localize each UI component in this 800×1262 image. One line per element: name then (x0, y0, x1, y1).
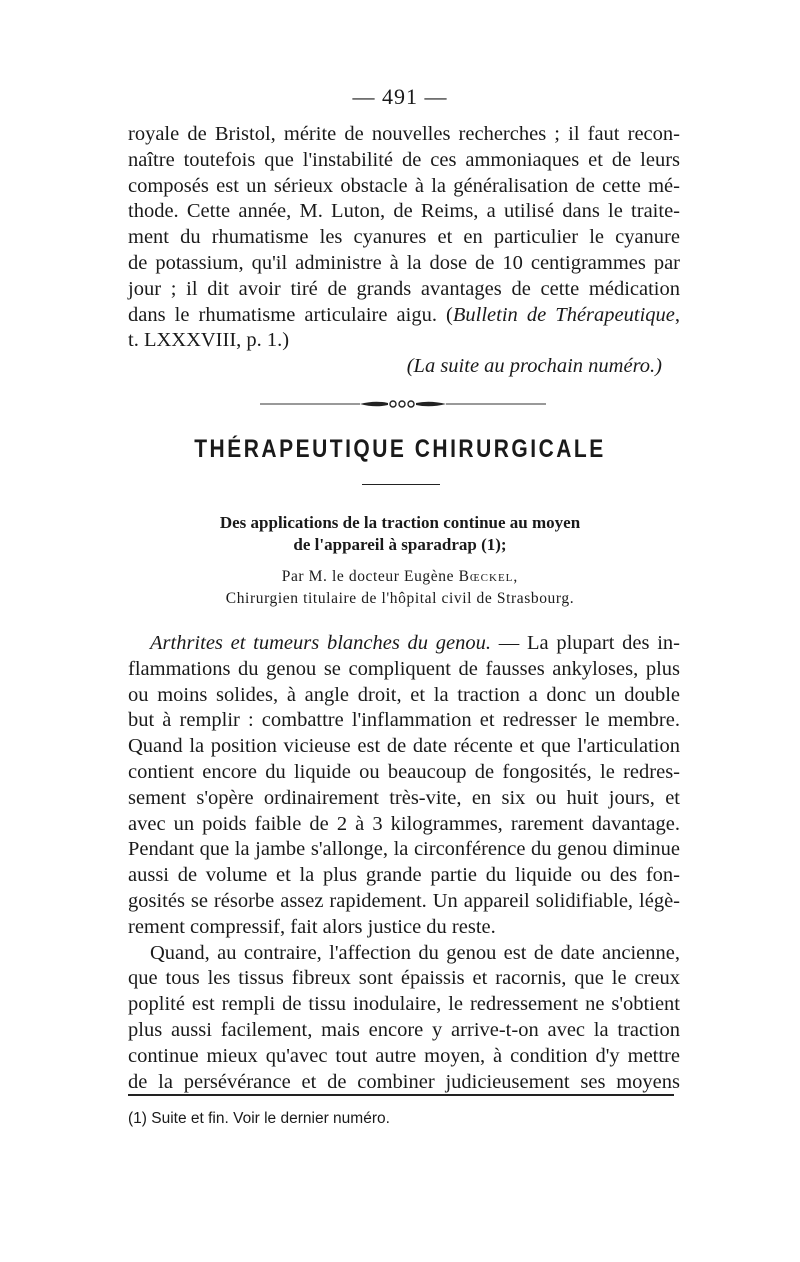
text-line: Arthrites et tumeurs blanches du genou. — La plupart des in- (150, 632, 680, 654)
to-be-continued: (La suite au prochain numéro.) (406, 355, 662, 378)
text-fragment: , (674, 303, 680, 326)
text-line: rement compressif, fait alors justice du reste. (128, 915, 496, 938)
text-line: royale de Bristol, mérite de nouvelles recherches ; il faut recon- (128, 123, 680, 145)
text-line: que tous les tissus fibreux sont épaissis et racornis, que le creux (128, 967, 680, 990)
text-line: de potassium, qu'il administre à la dose de 10 centigrammes par (128, 251, 680, 274)
article-body (128, 631, 680, 1095)
article-title-line: de l'appareil à sparadrap (1); (293, 535, 507, 554)
text-line: Quand, au contraire, l'affection du genou est de date ancienne, (150, 941, 680, 964)
text-line: de la persévérance et de combiner judicieusement ses moyens (128, 1070, 680, 1093)
text-line: t. LXXXVIII, p. 1.) (128, 329, 290, 352)
journal-title: Bulletin de Thérapeutique (452, 303, 675, 326)
text-line: continue mieux qu'avec tout autre moyen, à condition d'y mettre (128, 1044, 680, 1067)
text-line: ou moins solides, à angle droit, et la traction a donc un double (128, 683, 680, 706)
text-line: avec un poids faible de 2 à 3 kilogrammes, rarement davantage. (128, 812, 680, 835)
text-line: ment du rhumatisme les cyanures et en particulier le cyanure (128, 226, 680, 249)
text-line: sement s'opère ordinairement très-vite, en six ou huit jours, et (128, 786, 680, 809)
byline (0, 566, 800, 610)
text-line: Quand la position vicieuse est de date récente et que l'articulation (128, 735, 680, 758)
text-line: aussi de volume et la plus grande partie du liquide ou des fon- (128, 864, 680, 887)
title-divider (362, 484, 440, 485)
text-line: Pendant que la jambe s'allonge, la circonférence du genou diminue (128, 838, 680, 861)
article-title-line: Des applications de la traction continue au moyen (219, 513, 581, 532)
text-line: composés est un sérieux obstacle à la généralisation de cette mé- (128, 174, 680, 197)
footnote-divider (128, 1094, 674, 1096)
author-name: Bœckel, (458, 568, 519, 585)
author-line: Par M. le docteur Eugène Bœckel, (281, 568, 519, 585)
author-role: Chirurgien titulaire de l'hôpital civil de Strasbourg. (225, 590, 575, 607)
text-line: thode. Cette année, M. Luton, de Reims, a utilisé dans le traite- (128, 200, 680, 223)
text-line: naître toutefois que l'instabilité de ces ammoniaques et de leurs (128, 148, 680, 171)
section-title: THÉRAPEUTIQUE CHIRURGICALE (194, 435, 606, 463)
text-line: flammations du genou se compliquent de fausses ankyloses, plus (128, 657, 680, 680)
text-line: but à remplir : combattre l'inflammation et redresser le membre. (128, 709, 680, 732)
text-line: poplité est rempli de tissu inodulaire, le redressement ne s'obtient (128, 993, 680, 1016)
text-line: plus aussi facilement, mais encore y arrive-t-on avec la traction (128, 1018, 680, 1041)
text-line (128, 303, 680, 329)
ornamental-separator (260, 399, 546, 409)
text-fragment: dans le rhumatisme articulaire aigu. ( (128, 303, 453, 326)
text-line: gosités se résorbe assez rapidement. Un appareil solidifiable, légè- (128, 889, 680, 912)
text-line: jour ; il dit avoir tiré de grands avantages de cette médication (128, 277, 680, 300)
page-number: — 491 — (352, 84, 448, 109)
article-title (0, 512, 800, 556)
text-line: contient encore du liquide ou beaucoup de fongosités, le redres- (128, 760, 680, 783)
subheading: Arthrites et tumeurs blanches du genou. (150, 632, 492, 654)
footnote: (1) Suite et fin. Voir le dernier numéro. (128, 1110, 390, 1127)
continuation-text (128, 122, 680, 380)
